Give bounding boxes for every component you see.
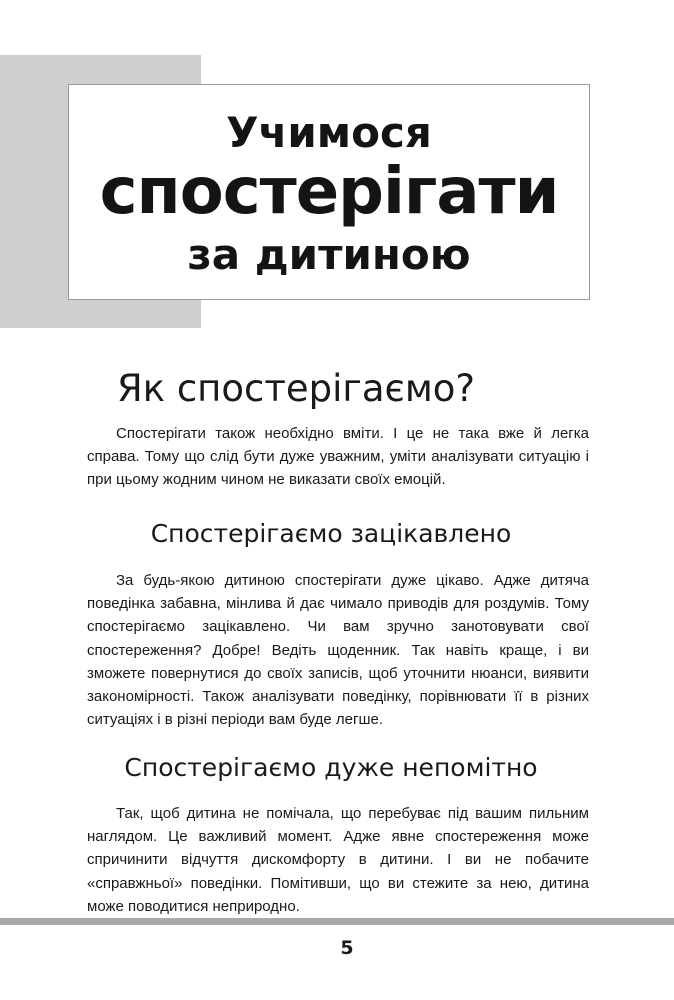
- footer-divider: [0, 918, 674, 925]
- subheading-interested: Спостерігаємо зацікавлено: [150, 519, 512, 548]
- title-line-2: спостерігати: [99, 155, 559, 229]
- title-line-1: Учимося: [226, 108, 432, 157]
- subheading-unnoticed: Спостерігаємо дуже непомітно: [124, 753, 538, 782]
- main-heading: Як спостерігаємо?: [117, 367, 476, 410]
- paragraph-2: За будь-якою дитиною спостерігати дуже цікаво. Адже дитяча поведінка забавна, мінлива й дає чимало приводів для роздумів. Тому спостерігаємо зацікавлено. Чи вам зручно занотовувати свої спостереження? Добре! Ведіть щоденник. Так навіть краще, і ви зможете повернутися до своїх записів, щоб уточнити нюанси, виявити закономірності. Також аналізувати поведінку, порівнювати її в різних ситуаціях і в різні періоди вам буде легше.: [87, 572, 589, 729]
- page-number: 5: [340, 937, 354, 959]
- title-line-3: за дитиною: [187, 230, 471, 279]
- paragraph-1: Спостерігати також необхідно вміти. І це не така вже й легка справа. Тому що слід бути дуже уважним, уміти аналізувати ситуацію і при цьому жодним чином не виказати своїх емоцій.: [87, 425, 589, 489]
- paragraph-3: Так, щоб дитина не помічала, що перебуває під вашим пильним наглядом. Це важливий момент. Адже явне спостереження може спричинити відчуття дискомфорту в дитини. І ви не побачите «справжньої» поведінки. Помітивши, що ви стежите за нею, дитина може поводитися неприродно.: [87, 805, 589, 915]
- title-box: [68, 84, 590, 300]
